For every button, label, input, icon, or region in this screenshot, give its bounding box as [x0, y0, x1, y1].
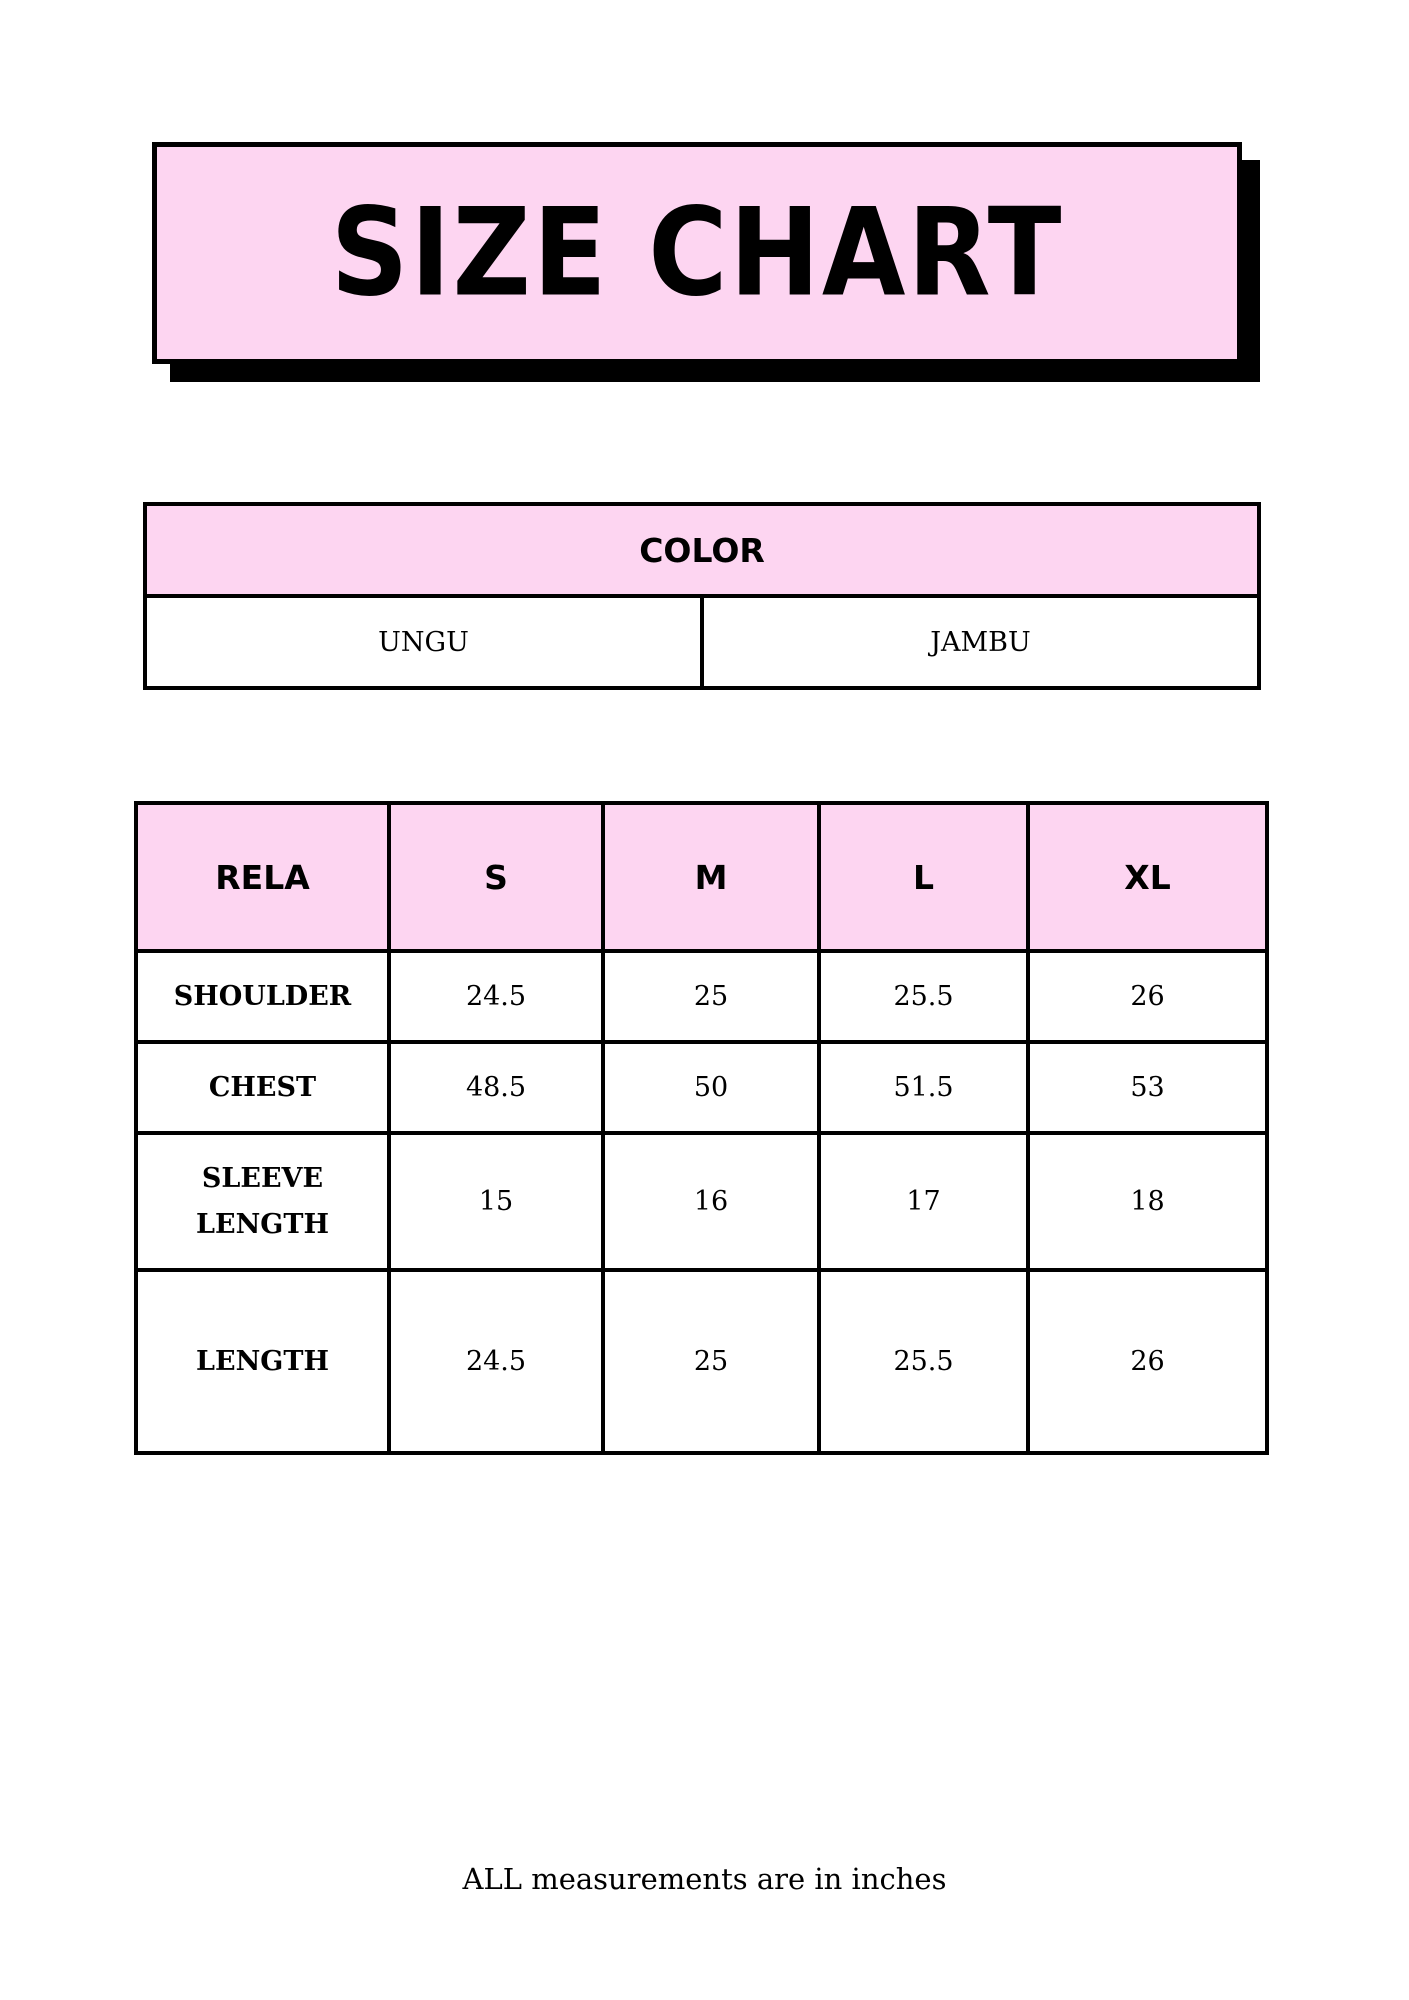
column-header: S — [484, 857, 508, 897]
measurement-value: 53 — [1130, 1072, 1165, 1103]
table-cell — [389, 1133, 603, 1270]
color-header-cell — [145, 504, 1259, 596]
table-row — [136, 951, 1267, 1042]
color-option-cell — [145, 596, 702, 688]
measurement-value: 16 — [693, 1186, 729, 1217]
row-label: SHOULDER — [173, 980, 352, 1012]
title-banner — [152, 142, 1242, 364]
measurement-value: 17 — [906, 1186, 941, 1217]
row-label-line: LENGTH — [196, 1208, 329, 1240]
table-cell — [1028, 951, 1267, 1042]
table-row — [136, 1270, 1267, 1453]
row-label-cell — [136, 951, 389, 1042]
row-label-cell — [136, 1270, 389, 1453]
row-label-line: SLEEVE — [201, 1162, 324, 1194]
row-label-cell — [136, 1042, 389, 1133]
table-cell — [389, 1270, 603, 1453]
color-header: COLOR — [639, 530, 765, 570]
row-label-cell — [136, 1133, 389, 1270]
table-row — [136, 1133, 1267, 1270]
column-header: RELA — [215, 857, 310, 897]
measurement-value: 26 — [1130, 981, 1165, 1012]
measurement-value: 48.5 — [465, 1072, 527, 1103]
size-table — [134, 801, 1269, 1455]
measurement-value: 15 — [478, 1186, 514, 1217]
measurement-value: 25 — [693, 1346, 729, 1377]
measurement-value: 24.5 — [465, 981, 527, 1012]
table-cell — [603, 1270, 819, 1453]
column-header-cell — [603, 803, 819, 951]
table-cell — [389, 1042, 603, 1133]
column-header-cell — [389, 803, 603, 951]
table-cell — [1028, 1042, 1267, 1133]
color-option: JAMBU — [930, 626, 1031, 658]
table-cell — [603, 1133, 819, 1270]
color-options-row — [145, 596, 1259, 688]
column-header-cell — [136, 803, 389, 951]
color-table-header-row — [145, 504, 1259, 596]
table-cell — [1028, 1270, 1267, 1453]
table-cell — [603, 951, 819, 1042]
column-header-cell — [1028, 803, 1267, 951]
measurement-value: 25 — [693, 981, 729, 1012]
color-table — [143, 502, 1261, 690]
table-cell — [389, 951, 603, 1042]
color-option-cell — [702, 596, 1259, 688]
color-option: UNGU — [378, 626, 469, 658]
measurement-value: 18 — [1130, 1186, 1165, 1217]
column-header-cell — [819, 803, 1028, 951]
row-label: CHEST — [208, 1071, 317, 1103]
page-title: SIZE CHART — [330, 183, 1064, 323]
table-cell — [819, 1133, 1028, 1270]
column-header: L — [912, 857, 935, 897]
measurement-value: 26 — [1130, 1346, 1165, 1377]
row-label: LENGTH — [196, 1345, 329, 1377]
table-cell — [603, 1042, 819, 1133]
measurement-value: 51.5 — [893, 1072, 954, 1103]
size-table-header-row — [136, 803, 1267, 951]
measurement-note: ALL measurements are in inches — [462, 1862, 947, 1896]
column-header: M — [694, 857, 728, 897]
measurement-value: 24.5 — [465, 1346, 527, 1377]
measurement-value: 50 — [693, 1072, 729, 1103]
table-cell — [1028, 1133, 1267, 1270]
table-cell — [819, 951, 1028, 1042]
table-cell — [819, 1042, 1028, 1133]
measurement-value: 25.5 — [893, 981, 954, 1012]
measurement-value: 25.5 — [893, 1346, 954, 1377]
table-row — [136, 1042, 1267, 1133]
table-cell — [819, 1270, 1028, 1453]
column-header: XL — [1124, 857, 1171, 897]
